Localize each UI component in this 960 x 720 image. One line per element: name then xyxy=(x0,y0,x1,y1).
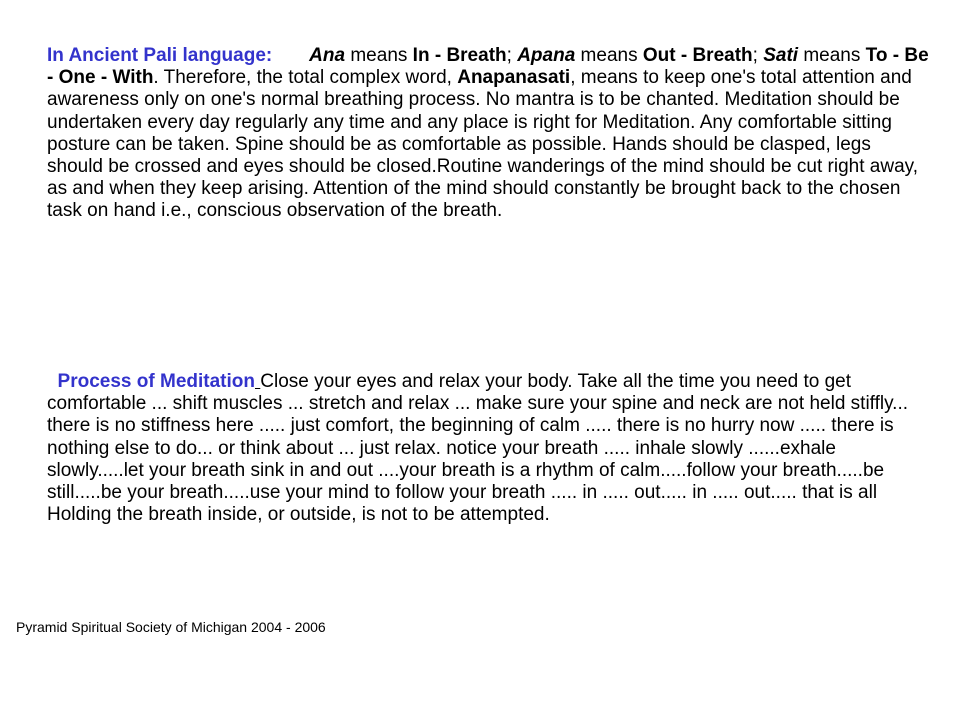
text-fragment: means xyxy=(345,45,413,66)
term-apana: Apana xyxy=(517,45,576,66)
pali-heading: In Ancient Pali language: xyxy=(47,45,273,66)
paragraph-body: Close your eyes and relax your body. Take all the time you need to get comfortable ... shift muscles ... stretch and relax ... make sure your spine and neck are not held stiffly... there is no stiffness here ..... just comfort, the beginning of calm ..... there is no hurry now ..... there is nothing else to do... or think about ... just relax. notice your breath ..... inhale slowly ......exhale slowly.....let your breath sink in and out ....your breath is a rhythm of calm.....follow your breath.....be still.....be your breath.....use your mind to follow your breath ..... in ..... out..... in ..... out..... that is all Holding the breath inside, or outside, is not to be attempted. xyxy=(47,371,909,526)
pali-language-paragraph xyxy=(47,45,932,223)
term-sati: Sati xyxy=(763,45,799,66)
process-of-meditation-paragraph xyxy=(47,371,932,526)
term-anapanasati: Anapanasati xyxy=(457,67,571,89)
term-ana: Ana xyxy=(309,45,346,66)
meaning-to-be-one-with: To - Be - One - With xyxy=(47,45,929,89)
paragraph-body: , means to keep one's total attention and awareness only on one's normal breathing process. No mantra is to be chanted. Meditation should be undertaken every day regularly any time and any place is right for Meditation. Any comfortable sitting posture can be taken. Spine should be as comfortable as possible. Hands should be clasped, legs should be crossed and eyes should be closed.Routine wanderings of the mind should be cut right away, as and when they keep arising. Attention of the mind should constantly be brought back to the chosen task on hand i.e., conscious observation of the breath. xyxy=(47,67,919,222)
text-fragment: ; xyxy=(506,45,518,66)
text-fragment: means xyxy=(798,45,866,66)
meaning-in-breath: In - Breath xyxy=(412,45,507,66)
text-fragment: ; xyxy=(752,45,764,66)
meaning-out-breath: Out - Breath xyxy=(642,45,753,66)
text-fragment: means xyxy=(575,45,643,66)
process-heading: Process of Meditation xyxy=(47,371,255,392)
heading-gap xyxy=(272,45,309,66)
text-fragment: . Therefore, the total complex word, xyxy=(153,67,458,89)
footer-credit: Pyramid Spiritual Society of Michigan 2004 - 2006 xyxy=(16,619,326,635)
